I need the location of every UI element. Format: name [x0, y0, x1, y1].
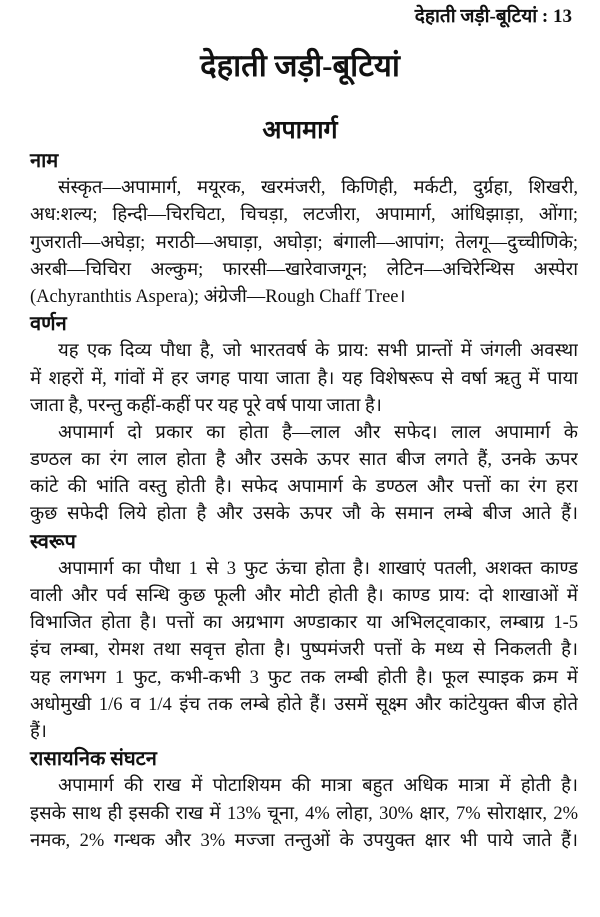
text-line: अपामार्ग का पौधा 1 से 3 फुट ऊंचा होता है। शाखाएं पतली, अशक्त काण्ड	[58, 558, 578, 579]
chapter-title: देहाती जड़ी-बूटियां	[200, 48, 400, 83]
section-heading-description: वर्णन	[30, 313, 67, 336]
text-line: इसके साथ ही इसकी राख में 13% चूना, 4% लोहा, 30% क्षार, 7% सोराक्षार, 2%	[30, 803, 578, 824]
text-line: कुछ सफेदी लिये होता है और उसके ऊपर जौ के समान लम्बे बीज आते हैं।	[30, 504, 578, 525]
text-line: गुजराती—अघेड़ा; मराठी—अघाड़ा, अघोड़ा; बंगाली—आपांग; तेलगू—दुच्चीणिके;	[30, 232, 578, 253]
text-line: अध:शल्य; हिन्दी—चिरचिटा, चिचड़ा, लटजीरा, अपामार्ग, आंधिझाड़ा, ओंगा;	[30, 205, 578, 226]
text-line: डण्ठल का रंग लाल होता है और उसके ऊपर सात बीज लगते हैं, उनके ऊपर	[30, 450, 578, 471]
text-line: अपामार्ग दो प्रकार का होता है—लाल और सफेद। लाल अपामार्ग के	[58, 422, 578, 443]
text-line: (Achyranthtis Aspera); अंग्रेजी—Rough Chaff Tree।	[30, 286, 406, 307]
herb-title: अपामार्ग	[262, 117, 338, 144]
text-line: में शहरों में, गांवों में हर जगह पाया जाता है। यह विशेषरूप से वर्षा ऋतु में पाया	[30, 368, 578, 389]
text-line: अपामार्ग की राख में पोटाशियम की मात्रा बहुत अधिक मात्रा में होती है।	[58, 776, 578, 797]
text-line: यह लगभग 1 फुट, कभी-कभी 3 फुट तक लम्बी होती है। फूल स्पाइक क्रम में	[30, 667, 578, 688]
text-line: अधोमुखी 1/6 व 1/4 इंच तक लम्बे होते हैं। उसमें सूक्ष्म और कांटेयुक्त बीज होते	[30, 694, 578, 715]
text-line: अरबी—चिचिरा अल्कुम; फारसी—खारेवाजगून; लेटिन—अचिरेन्थिस अस्पेरा	[30, 259, 578, 280]
running-header: देहाती जड़ी-बूटियां : 13	[414, 6, 572, 27]
text-line: यह एक दिव्य पौधा है, जो भारतवर्ष के प्राय: सभी प्रान्तों में जंगली अवस्था	[58, 341, 578, 362]
text-line: इंच लम्बा, रोमश तथा सवृत्त होता है। पुष्पमंजरी पत्तों के मध्य से निकलती है।	[30, 640, 578, 661]
text-line: विभाजित होता है। पत्तों का अग्रभाग अण्डाकार या अभिलट्वाकार, लम्बाग्र 1-5	[30, 613, 578, 634]
text-line: जाता है, परन्तु कहीं-कहीं पर यह पूरे वर्ष पाया जाता है।	[30, 395, 382, 416]
section-heading-names: नाम	[30, 150, 59, 172]
text-line: कांटे की भांति वस्तु होती है। सफेद अपामार्ग के डण्ठल और पत्तों का रंग हरा	[30, 477, 578, 498]
section-heading-form: स्वरूप	[30, 530, 76, 553]
page-body	[30, 148, 578, 855]
text-line: नमक, 2% गन्धक और 3% मज्जा तन्तुओं के उपयुक्त क्षार भी पाये जाते हैं।	[30, 830, 578, 851]
text-line: संस्कृत—अपामार्ग, मयूरक, खरमंजरी, किणिही, मर्कटी, दुर्ग्रहा, शिखरी,	[58, 178, 578, 199]
text-line: हैं।	[30, 721, 47, 742]
section-heading-chemical-composition: रासायनिक संघटन	[30, 748, 157, 771]
text-line: वाली और पर्व सन्धि कुछ फूली और मोटी होती है। काण्ड प्राय: दो शाखाओं में	[30, 586, 578, 606]
